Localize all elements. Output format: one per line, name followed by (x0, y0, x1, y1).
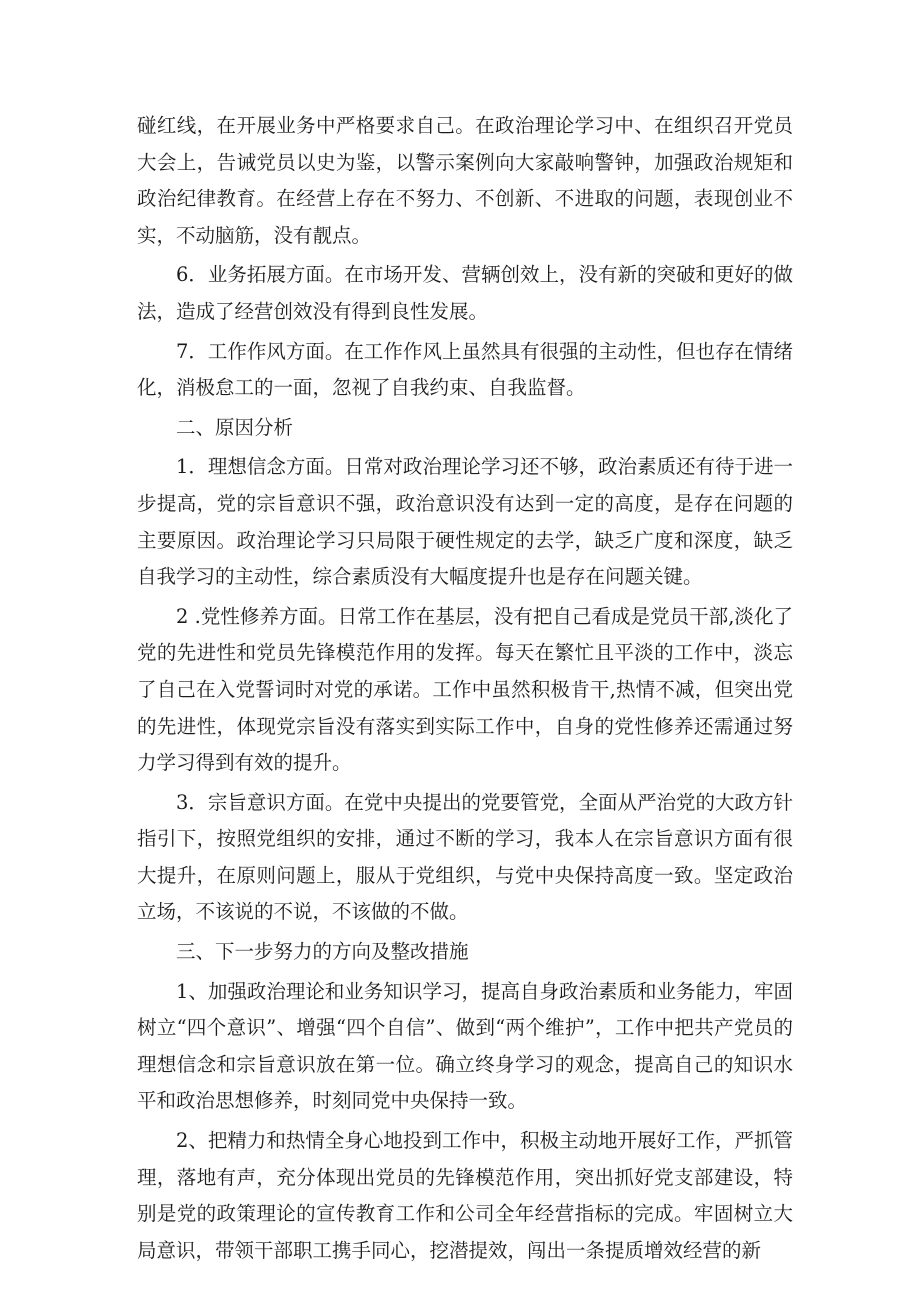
section-heading-next-steps: 三、下一步努力的方向及整改措施 (176, 940, 469, 964)
document-body (137, 108, 793, 1272)
section-heading-cause-analysis: 二、原因分析 (176, 415, 294, 439)
paragraph-work-style: 7．工作作风方面。在工作作风上虽然具有很强的主动性，但也存在情绪化，消极怠工的一面，忽视了自我约束、自我监督。 (137, 339, 793, 400)
paragraph-purpose-awareness: 3．宗旨意识方面。在党中央提出的党要管党，全面从严治党的大政方针指引下，按照党组织的安排，通过不断的学习，我本人在宗旨意识方面有很大提升，在原则问题上，服从于党组织，与党中央保持高度一致。坚定政治立场，不该说的不说，不该做的不做。 (137, 790, 793, 924)
paragraph-continuation: 碰红线，在开展业务中严格要求自己。在政治理论学习中、在组织召开党员大会上，告诫党员以史为鉴，以警示案例向大家敲响警钟，加强政治规矩和政治纪律教育。在经营上存在不努力、不创新、不进取的问题，表现创业不实，不动脑筋，没有靓点。 (137, 114, 793, 247)
paragraph-measure-1: 1、加强政治理论和业务知识学习，提高自身政治素质和业务能力，牢固树立“四个意识”、增强“四个自信”、做到“两个维护”，工作中把共产党员的理想信念和宗旨意识放在第一位。确立终身学习的观念，提高自己的知识水平和政治思想修养，时刻同党中央保持一致。 (137, 979, 793, 1113)
paragraph-business-expansion: 6．业务拓展方面。在市场开发、营辆创效上，没有新的突破和更好的做法，造成了经营创效没有得到良性发展。 (137, 263, 793, 323)
paragraph-measure-2: 2、把精力和热情全身心地投到工作中，积极主动地开展好工作，严抓管理，落地有声，充分体现出党员的先锋模范作用，突出抓好党支部建设，特别是党的政策理论的宣传教育工作和公司全年经营指标的完成。牢固树立大局意识，带领干部职工携手同心，挖潜提效，闯出一条提质增效经营的新 (137, 1129, 793, 1262)
paragraph-ideals-beliefs: 1．理想信念方面。日常对政治理论学习还不够，政治素质还有待于进一步提高，党的宗旨意识不强，政治意识没有达到一定的高度，是存在问题的主要原因。政治理论学习只局限于硬性规定的去学，缺乏广度和深度，缺乏自我学习的主动性，综合素质没有大幅度提升也是存在问题关键。 (137, 455, 793, 589)
paragraph-party-cultivation: 2 .党性修养方面。日常工作在基层，没有把自己看成是党员干部,淡化了党的先进性和党员先锋模范作用的发挥。每天在繁忙且平淡的工作中，淡忘了自己在入党誓词时对党的承诺。工作中虽然积极肯干,热情不减，但突出党的先进性，体现党宗旨没有落实到实际工作中，自身的党性修养还需通过努力学习得到有效的提升。 (137, 604, 793, 775)
